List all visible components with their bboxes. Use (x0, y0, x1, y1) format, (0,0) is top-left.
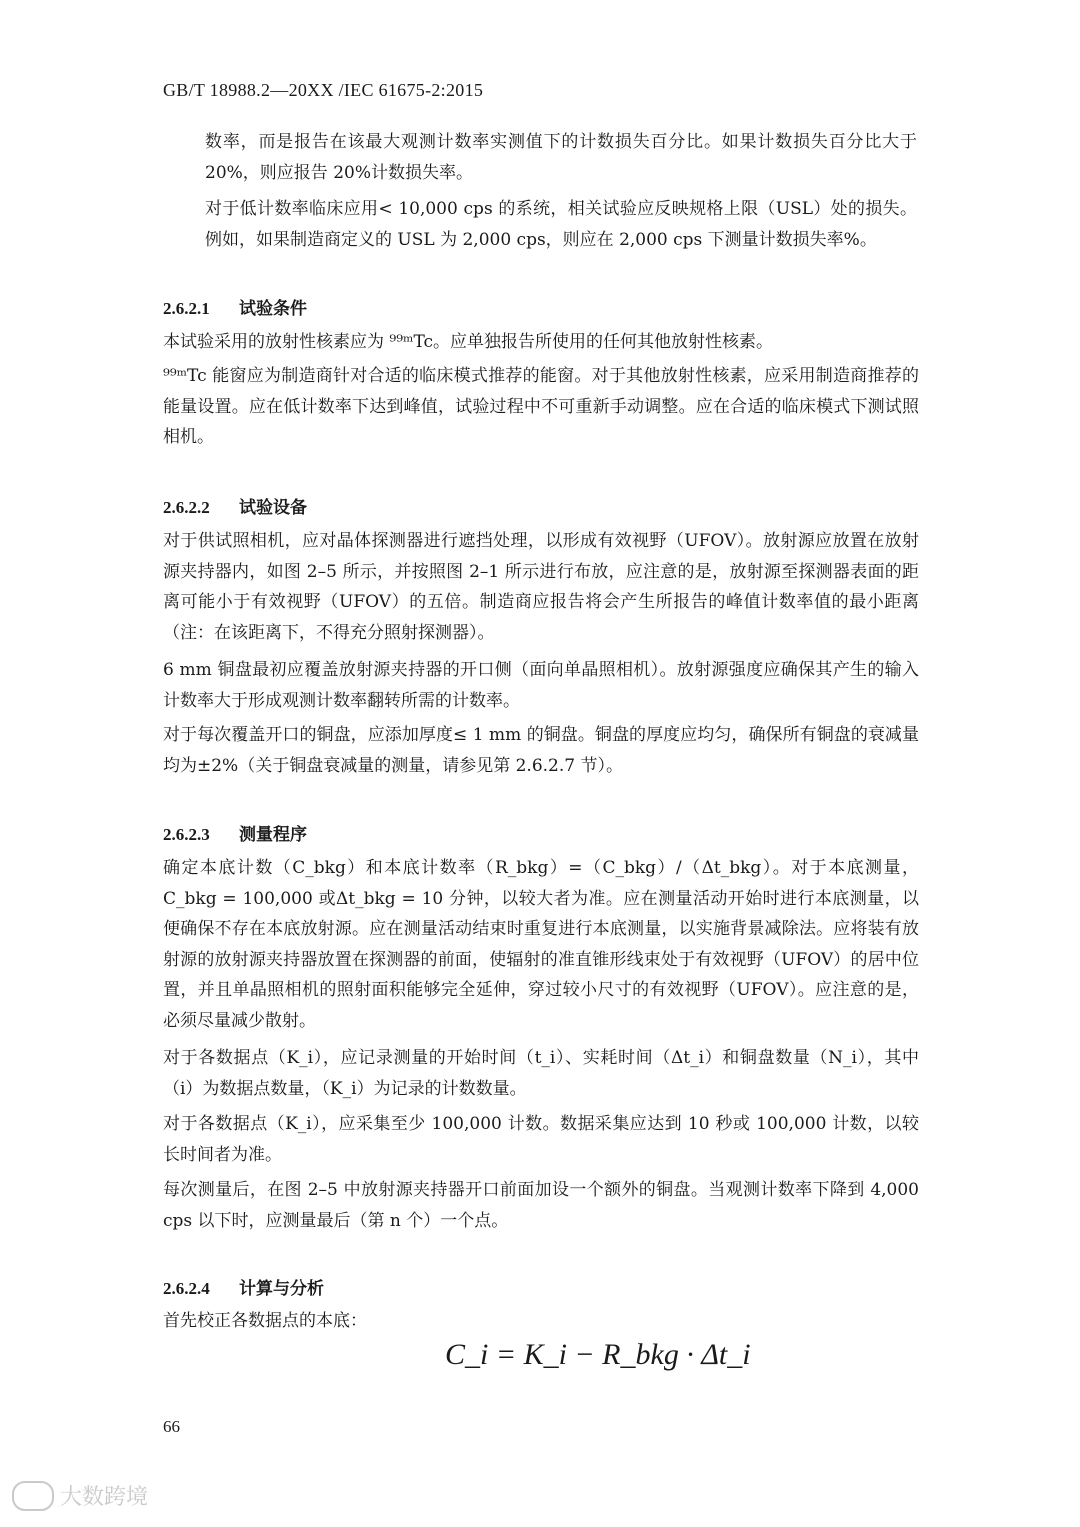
paragraph: 对于各数据点（K_i），应记录测量的开始时间（t_i）、实耗时间（Δt_i）和铜盘数量（N_i），其中（i）为数据点数量，（K_i）为记录的计数数量。 (163, 1048, 919, 1099)
section-title: 试验条件 (239, 299, 307, 319)
paragraph: 对于低计数率临床应用< 10,000 cps 的系统，相关试验应反映规格上限（USL）处的损失。例如，如果制造商定义的 USL 为 2,000 cps，则应在 2,000 cps 下测量计数损失率%。 (205, 199, 917, 250)
paragraph: 本试验采用的放射性核素应为 ⁹⁹ᵐTc。应单独报告所使用的任何其他放射性核素。 (163, 332, 773, 352)
page-number: 66 (163, 1417, 180, 1436)
section-heading (163, 294, 307, 319)
paragraph: 确定本底计数（C_bkg）和本底计数率（R_bkg）=（C_bkg）/（Δt_bkg）。对于本底测量，C_bkg = 100,000 或Δt_bkg = 10 分钟，以较大者为准。应在测量活动开始时进行本底测量，以便确保不存在本底放射源。应在测量活动结束时重复进行本底测量，以实施背景减除法。应将装有放射源的放射源夹持器放置在探测器的前面，使辐射的准直锥形线束处于有效视野（UFOV）的居中位置，并且单晶照相机的照射面积能够完全延伸，穿过较小尺寸的有效视野（UFOV）。应注意的是，必须尽量减少散射。 (163, 858, 919, 1031)
section-number: 2.6.2.1 (163, 299, 210, 318)
doc-header: GB/T 18988.2—20XX /IEC 61675-2:2015 (163, 80, 484, 100)
formula: C_i = K_i − R_bkg · Δt_i (445, 1338, 751, 1371)
paragraph: 对于供试照相机，应对晶体探测器进行遮挡处理，以形成有效视野（UFOV）。放射源应放置在放射源夹持器内，如图 2–5 所示，并按照图 2–1 所示进行布放，应注意的是，放射源至探测器表面的距离可能小于有效视野（UFOV）的五倍。制造商应报告将会产生所报告的峰值计数率值的最小距离（注：在该距离下，不得充分照射探测器）。 (163, 531, 919, 643)
paragraph: 数率，而是报告在该最大观测计数率实测值下的计数损失百分比。如果计数损失百分比大于 20%，则应报告 20%计数损失率。 (205, 132, 917, 183)
paragraph: 6 mm 铜盘最初应覆盖放射源夹持器的开口侧（面向单晶照相机）。放射源强度应确保其产生的输入计数率大于形成观测计数率翻转所需的计数率。 (163, 660, 919, 711)
paragraph: 对于各数据点（K_i），应采集至少 100,000 计数。数据采集应达到 10 秒或 100,000 计数，以较长时间者为准。 (163, 1114, 919, 1165)
section-title: 试验设备 (239, 498, 307, 518)
watermark (12, 1480, 148, 1511)
section-heading (163, 1274, 324, 1299)
logo-icon (12, 1481, 54, 1511)
section-title: 测量程序 (239, 825, 307, 845)
section-number: 2.6.2.3 (163, 825, 210, 844)
paragraph: 对于每次覆盖开口的铜盘，应添加厚度≤ 1 mm 的铜盘。铜盘的厚度应均匀，确保所有铜盘的衰减量均为±2%（关于铜盘衰减量的测量，请参见第 2.6.2.7 节）。 (163, 725, 919, 776)
paragraph: 每次测量后，在图 2–5 中放射源夹持器开口前面加设一个额外的铜盘。当观测计数率下降到 4,000 cps 以下时，应测量最后（第 n 个）一个点。 (163, 1180, 919, 1231)
section-heading (163, 820, 307, 845)
section-number: 2.6.2.4 (163, 1279, 210, 1298)
watermark-text: 大数跨境 (60, 1485, 149, 1510)
section-heading (163, 493, 307, 518)
paragraph: 首先校正各数据点的本底： (163, 1311, 367, 1331)
section-number: 2.6.2.2 (163, 498, 210, 517)
section-title: 计算与分析 (239, 1279, 324, 1299)
paragraph: ⁹⁹ᵐTc 能窗应为制造商针对合适的临床模式推荐的能窗。对于其他放射性核素，应采用制造商推荐的能量设置。应在低计数率下达到峰值，试验过程中不可重新手动调整。应在合适的临床模式下测试照相机。 (163, 366, 919, 447)
